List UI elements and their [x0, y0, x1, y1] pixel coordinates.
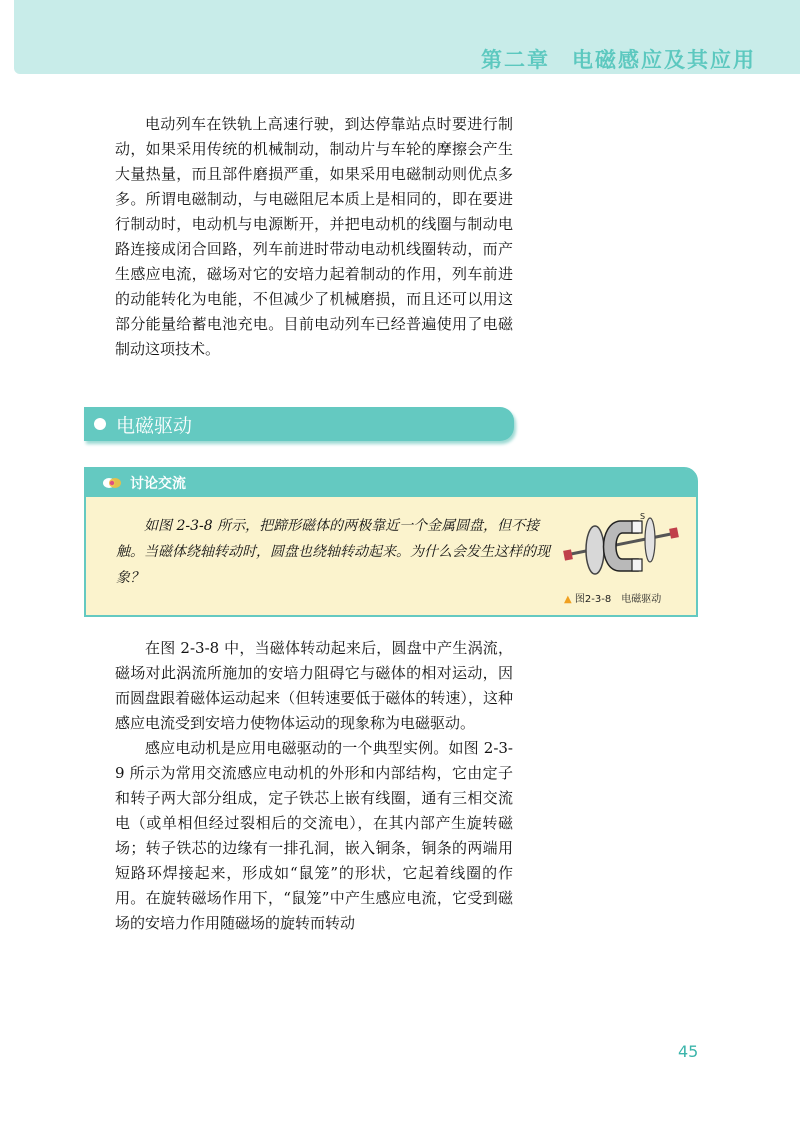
discussion-text: 如图 2-3-8 所示，把蹄形磁体的两极靠近一个金属圆盘，但不接触。当磁体绕轴转动时，圆盘也绕轴转动起来。为什么会发生这样的现象？ [116, 518, 550, 586]
discussion-bubbles-icon [102, 475, 122, 491]
chapter-name: 电磁感应及其应用 [572, 48, 756, 72]
chapter-title [481, 44, 756, 74]
bullet-dot-icon [94, 418, 106, 430]
discussion-box [84, 467, 698, 617]
horseshoe-magnet-disc-icon [562, 503, 680, 587]
body-paragraph: 感应电动机是应用电磁驱动的一个典型实例。如图 2-3-9 所示为常用交流感应电动机的外形和内部结构，它由定子和转子两大部分组成，定子铁芯上嵌有线圈，通有三相交流电（或单相但经过裂相后的交流电），在其内部产生旋转磁场；转子铁芯的边缘有一排孔洞，嵌入铜条，铜条的两端用短路环焊接起来，形成如“鼠笼”的形状，它起着线圈的作用。在旋转磁场作用下，“鼠笼”中产生感应电流，它受到磁场的安培力作用随磁场的旋转而转动 [115, 739, 513, 932]
caption-triangle-icon: ▲ [564, 594, 572, 605]
magnet-pole-label: S [640, 512, 646, 521]
figure-caption [564, 590, 661, 605]
discussion-label: 讨论交流 [130, 476, 186, 492]
page-number: 45 [678, 1042, 699, 1061]
section-title: 电磁驱动 [116, 415, 193, 437]
figure-caption-text: 图2-3-8 电磁驱动 [574, 594, 662, 605]
intro-paragraph-block [115, 112, 513, 362]
section-heading-bar [84, 407, 514, 441]
body-paragraph: 在图 2-3-8 中，当磁体转动起来后，圆盘中产生涡流，磁场对此涡流所施加的安培力阻碍它与磁体的相对运动，因而圆盘跟着磁体运动起来（但转速要低于磁体的转速），这种感应电流受到安培力使物体运动的现象称为电磁驱动。 [115, 639, 513, 732]
chapter-number: 第二章 [481, 48, 550, 72]
discussion-header [86, 469, 696, 497]
body-paragraph: 电动列车在铁轨上高速行驶，到达停靠站点时要进行制动，如果采用传统的机械制动，制动片与车轮的摩擦会产生大量热量，而且部件磨损严重，如果采用电磁制动则优点多多。所谓电磁制动，与电磁阻尼本质上是相同的，即在要进行制动时，电动机与电源断开，并把电动机的线圈与制动电路连接成闭合回路，列车前进时带动电动机线圈转动，而产生感应电流，磁场对它的安培力起着制动的作用，列车前进的动能转化为电能，不但减少了机械磨损，而且还可以用这部分能量给蓄电池充电。目前电动列车已经普遍使用了电磁制动这项技术。 [115, 115, 513, 358]
body-paragraph-block [115, 636, 513, 936]
